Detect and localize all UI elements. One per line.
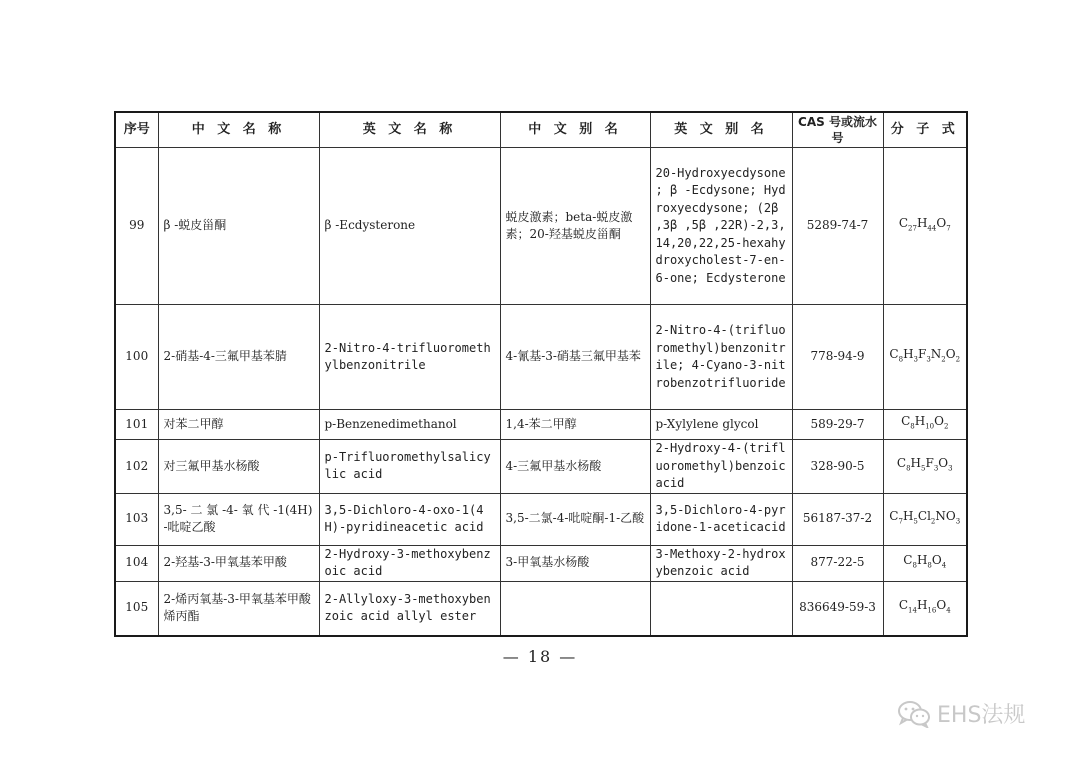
cell-formula: $C_8H_{10}O_2$ — [883, 410, 967, 440]
cell-cn-name: 对三氟甲基水杨酸 — [158, 440, 319, 494]
cell-en-name: β -Ecdysterone — [319, 148, 500, 305]
cell-no: 100 — [115, 305, 158, 410]
header-no: 序号 — [115, 112, 158, 148]
cell-formula: $C_7H_5Cl_2NO_3$ — [883, 493, 967, 545]
cell-en-name: p-Trifluoromethylsalicylic acid — [319, 440, 500, 494]
cell-cn-synonym: 蜕皮激素；beta-蜕皮激素；20-羟基蜕皮甾酮 — [500, 148, 650, 305]
cell-cn-synonym: 1,4-苯二甲醇 — [500, 410, 650, 440]
cell-en-synonym: 2-Hydroxy-4-(trifluoromethyl)benzoic acid — [650, 440, 792, 494]
watermark — [897, 698, 1025, 729]
cell-cn-synonym — [500, 581, 650, 636]
cell-en-synonym: 20-Hydroxyecdysone ; β -Ecdysone; Hydroxyecdysone; (2β ,3β ,5β ,22R)-2,3,14,20,22,25-hexahydroxycholest-7-en-6-one; Ecdysterone — [650, 148, 792, 305]
table-row — [115, 581, 967, 636]
cell-cas: 5289-74-7 — [792, 148, 883, 305]
header-en-name: 英 文 名 称 — [319, 112, 500, 148]
header-cn-synonym: 中 文 别 名 — [500, 112, 650, 148]
header-cn-name: 中 文 名 称 — [158, 112, 319, 148]
cell-no: 99 — [115, 148, 158, 305]
cell-en-name: 3,5-Dichloro-4-oxo-1(4H)-pyridineacetic acid — [319, 493, 500, 545]
cell-formula: $C_8H_5F_3O_3$ — [883, 440, 967, 494]
page-number: — 18 — — [502, 647, 578, 666]
table-row — [115, 305, 967, 410]
cell-cas: 56187-37-2 — [792, 493, 883, 545]
cell-cas: 589-29-7 — [792, 410, 883, 440]
cell-formula: $C_8H_8O_4$ — [883, 545, 967, 581]
cell-en-name: 2-Hydroxy-3-methoxybenzoic acid — [319, 545, 500, 581]
cell-en-synonym — [650, 581, 792, 636]
cell-cas: 877-22-5 — [792, 545, 883, 581]
wechat-icon — [897, 700, 931, 728]
cell-cn-synonym: 3,5-二氯-4-吡啶酮-1-乙酸 — [500, 493, 650, 545]
cell-formula: $C_{14}H_{16}O_4$ — [883, 581, 967, 636]
cell-en-name: 2-Nitro-4-trifluoromethylbenzonitrile — [319, 305, 500, 410]
table-row — [115, 410, 967, 440]
cell-no: 103 — [115, 493, 158, 545]
table-header-row — [115, 112, 967, 148]
cell-no: 104 — [115, 545, 158, 581]
cell-cn-name: 对苯二甲醇 — [158, 410, 319, 440]
cell-cn-synonym: 4-三氟甲基水杨酸 — [500, 440, 650, 494]
cell-no: 105 — [115, 581, 158, 636]
table-row — [115, 493, 967, 545]
cell-cas: 778-94-9 — [792, 305, 883, 410]
cell-cn-name: 2-硝基-4-三氟甲基苯腈 — [158, 305, 319, 410]
header-en-synonym: 英 文 别 名 — [650, 112, 792, 148]
cell-cn-synonym: 4-氰基-3-硝基三氟甲基苯 — [500, 305, 650, 410]
header-cas: CAS 号或流水号 — [792, 112, 883, 148]
cell-en-synonym: 3-Methoxy-2-hydroxybenzoic acid — [650, 545, 792, 581]
table-row — [115, 545, 967, 581]
watermark-text: EHS法规 — [937, 703, 1026, 728]
cell-en-synonym: 2-Nitro-4-(trifluoromethyl)benzonitrile; 4-Cyano-3-nitrobenzotrifluoride — [650, 305, 792, 410]
cell-cn-synonym: 3-甲氧基水杨酸 — [500, 545, 650, 581]
cell-formula: $C_8H_3F_3N_2O_2$ — [883, 305, 967, 410]
cell-en-synonym: 3,5-Dichloro-4-pyridone-1-aceticacid — [650, 493, 792, 545]
cell-no: 101 — [115, 410, 158, 440]
cell-cas: 328-90-5 — [792, 440, 883, 494]
cell-cn-name: 3,5- 二 氯 -4- 氧 代 -1(4H)-吡啶乙酸 — [158, 493, 319, 545]
cell-en-synonym: p-Xylylene glycol — [650, 410, 792, 440]
header-formula: 分 子 式 — [883, 112, 967, 148]
table-row — [115, 148, 967, 305]
cell-cas: 836649-59-3 — [792, 581, 883, 636]
cell-formula: $C_{27}H_{44}O_7$ — [883, 148, 967, 305]
cell-cn-name: 2-羟基-3-甲氧基苯甲酸 — [158, 545, 319, 581]
cell-no: 102 — [115, 440, 158, 494]
cell-en-name: p-Benzenedimethanol — [319, 410, 500, 440]
cell-cn-name: β -蜕皮甾酮 — [158, 148, 319, 305]
table-row — [115, 440, 967, 494]
chemical-list-table — [114, 111, 968, 637]
cell-en-name: 2-Allyloxy-3-methoxybenzoic acid allyl ester — [319, 581, 500, 636]
cell-cn-name: 2-烯丙氧基-3-甲氧基苯甲酸烯丙酯 — [158, 581, 319, 636]
